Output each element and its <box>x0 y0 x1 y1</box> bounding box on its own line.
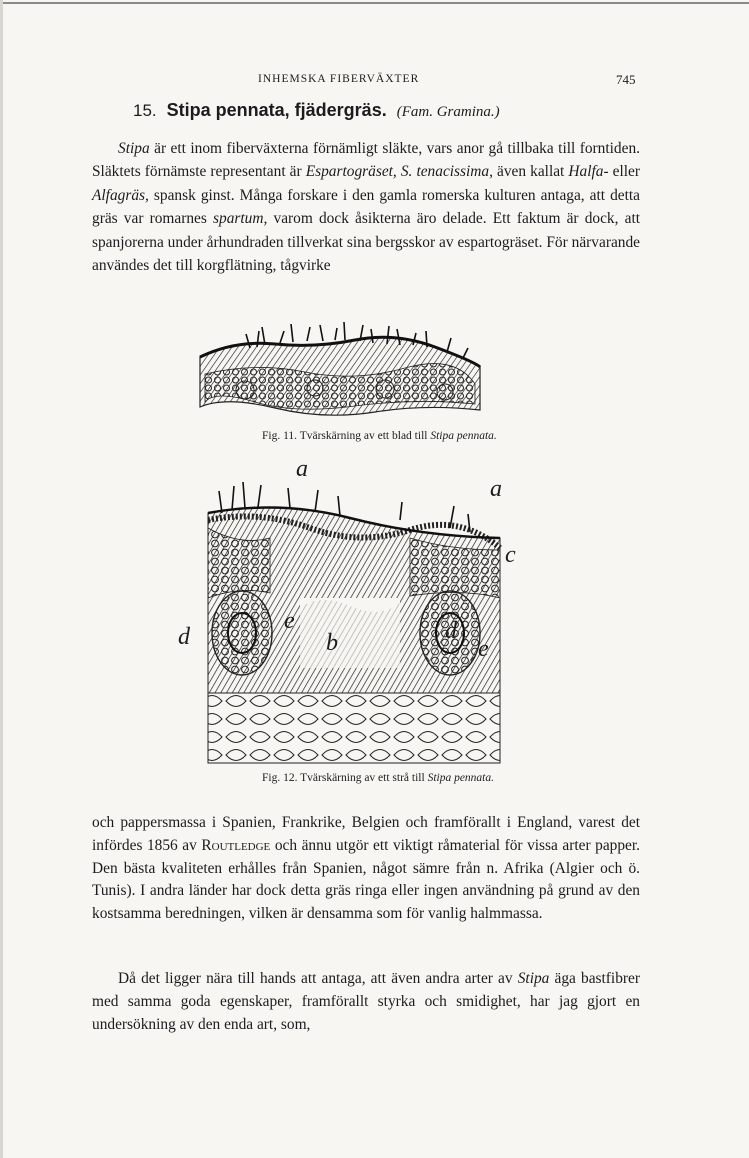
fig12-text: Tvärskärning av ett strå till <box>300 772 425 784</box>
para1-seg: spansk ginst. Många forskare i den gamla romerska kulturen antaga, att detta gräs var romarnes <box>92 186 640 228</box>
para2-seg: och ännu utgör ett viktigt råmaterial för vissa arter papper. Den bästa kvaliteten erhålles från Spanien, något sämre från n. Afrika (Algier och ö. Tunis). I andra länder har dock detta gräs ringa eller ingen användning på grund av den kostsamma beredningen, vilken är densamma som för vanlig halmmassa. <box>92 836 640 923</box>
section-family: (Fam. Gramina.) <box>396 104 500 120</box>
paragraph-3 <box>92 968 640 1036</box>
fig11-text: Tvärskärning av ett blad till <box>299 430 428 442</box>
fig12-label-d: d <box>445 618 457 644</box>
para2-seg: Routledge <box>201 836 271 854</box>
page-left-edge <box>0 0 3 1158</box>
running-head <box>0 70 749 90</box>
top-border-line <box>0 2 749 4</box>
para3-seg: Stipa <box>517 970 550 987</box>
fig12-label-a: a <box>490 476 502 502</box>
para1-seg: Halfa- <box>568 163 609 181</box>
fig12-latin: Stipa pennata. <box>427 772 495 784</box>
para1-seg: eller <box>608 163 640 181</box>
paragraph-2 <box>92 812 640 926</box>
fig12-label-b: b <box>326 630 338 656</box>
section-heading <box>133 100 500 121</box>
section-title: Stipa pennata, fjädergräs. <box>166 100 387 120</box>
para1-seg: är ett inom fiberväxterna förnämligt släkte, vars anor gå tillbaka till forntiden. Släktets förnämste representant är <box>92 140 640 181</box>
section-number: 15. <box>133 101 157 120</box>
fig12-label-a: a <box>296 456 308 482</box>
fig12-label-d: d <box>178 624 190 650</box>
fig12-label-c: c <box>505 542 516 568</box>
page-number: 745 <box>616 72 636 87</box>
para1-seg: även kallat <box>492 163 569 181</box>
figure-11-caption <box>262 430 497 442</box>
fig12-label-e: e <box>284 608 295 634</box>
para1-seg: varom dock åsikterna äro delade. Ett faktum är dock, att spanjorerna under århundraden tillverkat sina bergsskor av espartogräset. För närvarande användes det till korgflätning, tågvirke <box>92 210 640 275</box>
figure-12-illustration <box>200 458 525 768</box>
paragraph-1 <box>92 137 640 277</box>
figure-11-illustration <box>195 312 485 422</box>
para3-seg: Då det ligger nära till hands att antaga, att även andra arter av <box>118 970 518 987</box>
running-head-title: INHEMSKA FIBERVÄXTER <box>258 73 420 85</box>
para2-seg: och pappersmassa i Spanien, Frankrike, Belgien och framförallt i England, varest det infördes 1856 av <box>92 814 640 854</box>
fig11-prefix: Fig. 11. <box>262 430 298 442</box>
para1-seg: Stipa <box>118 140 150 157</box>
para1-seg: Alfagräs, <box>92 186 149 204</box>
fig11-latin: Stipa pennata. <box>430 430 497 442</box>
para1-seg: Espartogräset, S. tenacissima, <box>305 163 493 181</box>
fig12-prefix: Fig. 12. <box>262 772 298 784</box>
para3-seg: äga bastfibrer med samma goda egenskaper, framförallt styrka och smidighet, har jag gjort en undersökning av den enda art, som, <box>92 970 640 1033</box>
fig12-label-e: e <box>478 636 489 662</box>
figure-12-caption <box>262 772 494 784</box>
para1-seg: spartum, <box>213 210 268 228</box>
